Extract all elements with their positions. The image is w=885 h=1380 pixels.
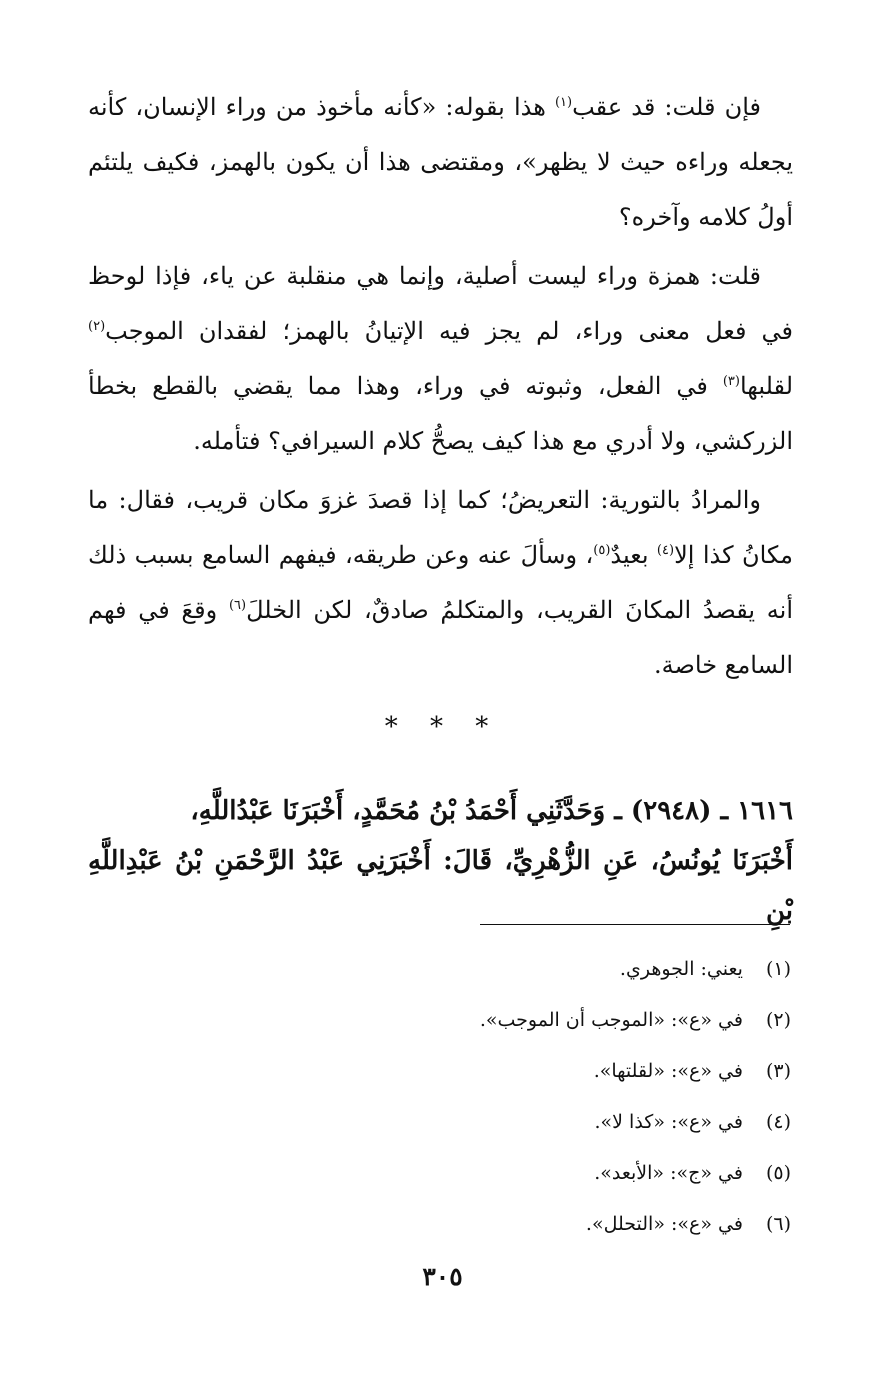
- footnote-ref-3: (٣): [722, 374, 740, 389]
- footnote-text: في «ع»: «كذا لا».: [594, 1111, 743, 1133]
- footnote-number: (٢): [765, 1009, 791, 1031]
- paragraph-1-text-a: فإن قلت: قد عقب: [572, 93, 761, 121]
- paragraph-2: [88, 249, 793, 469]
- paragraph-3-text-a: والمرادُ بالتورية: التعريضُ؛ كما إذا قصدَ غزوَ مكان قريب، فقال: ما مكانُ كذا إلا: [88, 486, 793, 569]
- paragraph-3-text-d: وقعَ في فهم السامع خاصة.: [88, 596, 793, 679]
- paragraph-1-text-b: هذا بقوله: «كأنه مأخوذ من وراء الإنسان، كأنه يجعله وراءه حيث لا يظهر»، ومقتضى هذا أن يكون بالهمز، فكيف يلتئم أولُ كلامه وآخره؟: [88, 93, 793, 231]
- footnote-ref-6: (٦): [228, 598, 247, 613]
- paragraph-3-text-b: بعيدٌ: [610, 541, 657, 569]
- paragraph-2-text-c: في الفعل، وثبوته في وراء، وهذا مما يقضي بالقطع بخطأ الزركشي، ولا أدري مع هذا كيف يصحُّ كلام السيرافي؟ فتأمله.: [88, 372, 793, 455]
- footnote-3: [88, 1046, 791, 1097]
- main-text: [88, 80, 793, 693]
- footnote-text: يعني: الجوهري.: [619, 958, 743, 980]
- footnote-text: في «ع»: «لقلتها».: [593, 1060, 743, 1082]
- paragraph-3-text-c: ، وسألَ عنه وعن طريقه، فيفهم السامع بسبب ذلك أنه يقصدُ المكانَ القريب، والمتكلمُ صادقٌ، لكن الخللَ: [88, 541, 793, 624]
- hadith-line-2: أَخْبَرَنَا يُونُسُ، عَنِ الزُّهْرِيِّ، قَالَ: أَخْبَرَنِي عَبْدُ الرَّحْمَنِ بْنُ عَبْدِاللَّهِ بْنِ: [88, 846, 793, 926]
- footnote-number: (٤): [765, 1111, 791, 1133]
- paragraph-2-text-b: لقلبها: [739, 372, 793, 400]
- footnote-number: (٥): [765, 1162, 791, 1184]
- footnote-5: [88, 1148, 791, 1199]
- paragraph-3: [88, 473, 793, 693]
- footnote-6: [88, 1199, 791, 1250]
- paragraph-1: [88, 80, 793, 245]
- hadith-text: [88, 786, 793, 936]
- footnote-number: (٣): [765, 1060, 791, 1082]
- footnote-ref-4: (٤): [656, 543, 675, 558]
- paragraph-2-text-a: قلت: همزة وراء ليست أصلية، وإنما هي منقلبة عن ياء، فإذا لوحظ في فعل معنى وراء، لم يجز فيه الإتيانُ بالهمز؛ لفقدان الموجب: [88, 262, 793, 345]
- section-separator-stars: * * *: [384, 712, 501, 742]
- page-number: ٣٠٥: [422, 1262, 463, 1291]
- footnote-ref-1: (١): [554, 95, 573, 110]
- footnote-4: [88, 1097, 791, 1148]
- footnote-ref-5: (٥): [593, 543, 611, 558]
- footnote-text: في «ع»: «الموجب أن الموجب».: [479, 1009, 743, 1031]
- footnote-text: في «ج»: «الأبعد».: [594, 1162, 743, 1184]
- hadith-line-1: ١٦١٦ ـ (٢٩٤٨) ـ وَحَدَّثَنِي أَحْمَدُ بْنُ مُحَمَّدٍ، أَخْبَرَنَا عَبْدُاللَّهِ،: [190, 796, 793, 826]
- footnote-ref-2: (٢): [88, 319, 106, 334]
- footnote-1: [88, 944, 791, 995]
- footnote-number: (٦): [765, 1213, 791, 1235]
- footnotes-list: [88, 944, 791, 1250]
- footnote-divider: [480, 924, 790, 925]
- footnote-text: في «ع»: «التحلل».: [585, 1213, 743, 1235]
- footnote-2: [88, 995, 791, 1046]
- footnote-number: (١): [765, 958, 791, 980]
